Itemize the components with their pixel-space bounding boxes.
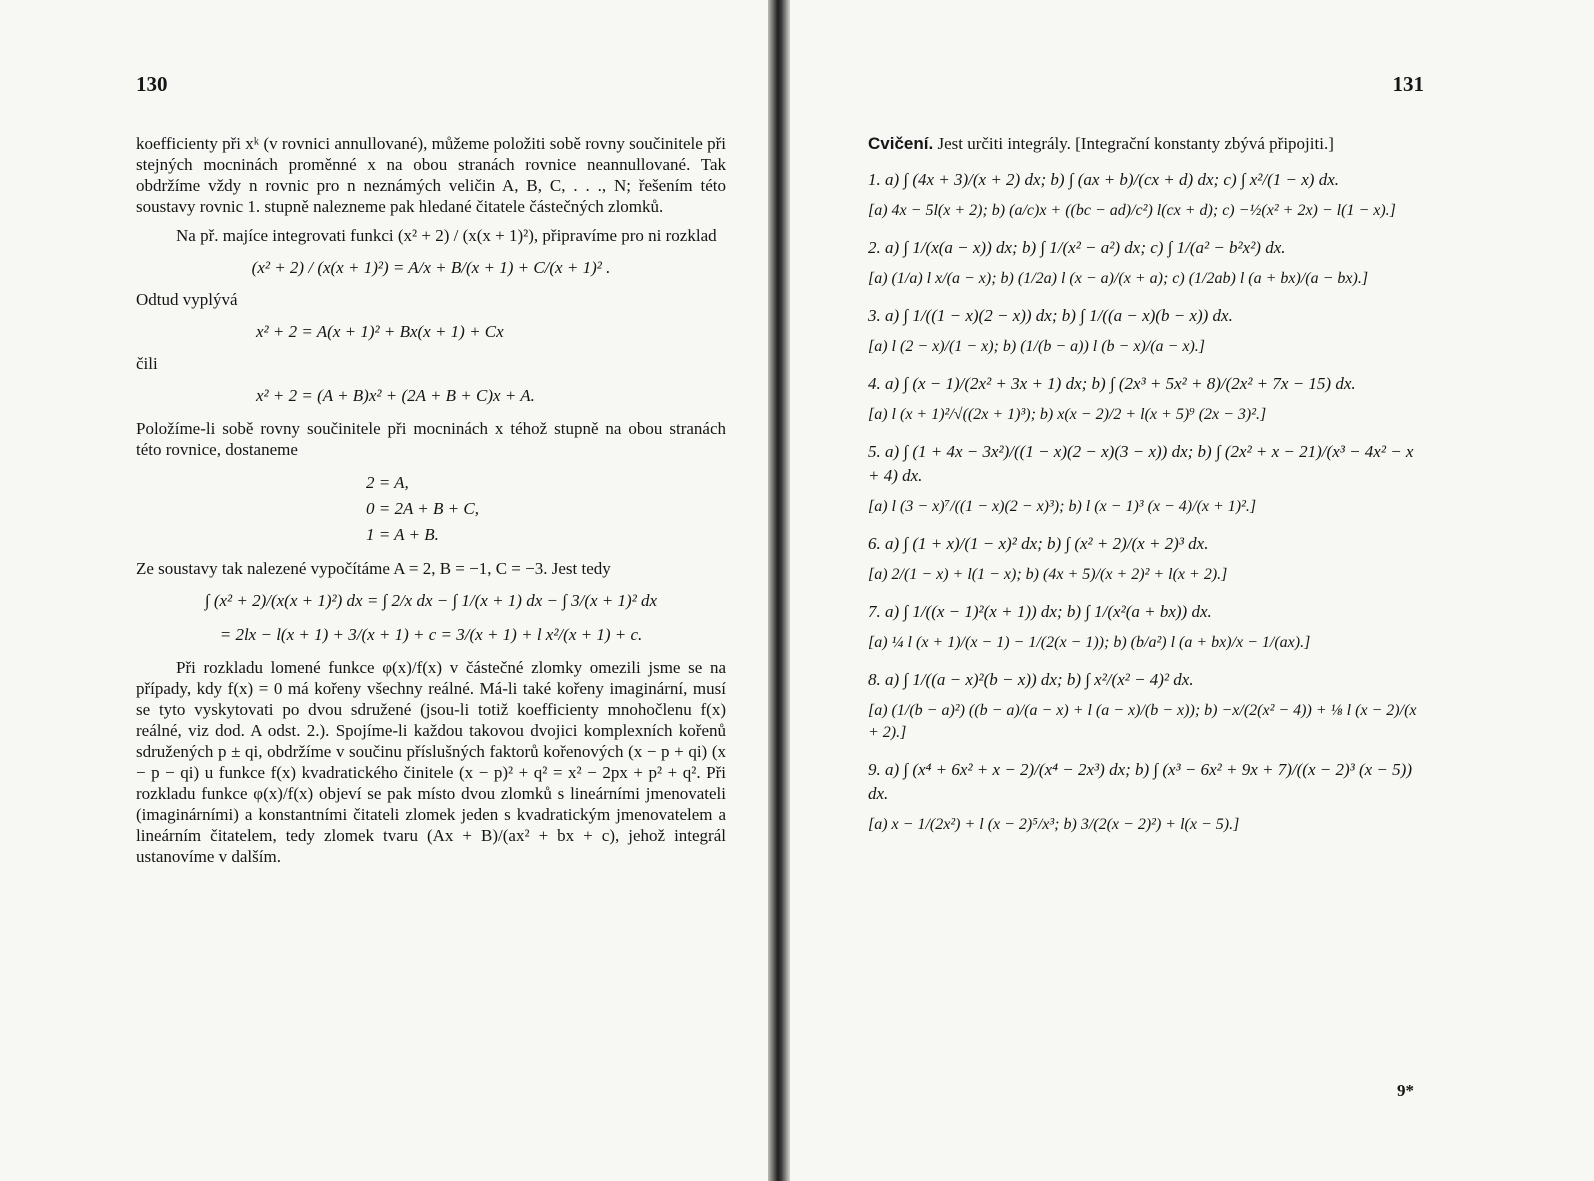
exercise-problem: 7. a) ∫ 1/((x − 1)²(x + 1)) dx; b) ∫ 1/(x²(a + bx)) dx. (868, 602, 1212, 621)
exercise-item (868, 600, 1424, 654)
heading-text: Jest určiti integrály. [Integrační konstanty zbývá připojiti.] (937, 134, 1334, 153)
right-page (790, 0, 1594, 1181)
book-gutter (768, 0, 790, 1181)
exercise-item (868, 372, 1424, 426)
paragraph: koefficienty při xᵏ (v rovnici annullované), můžeme položiti sobě rovny součinitele při stejných mocninách proměnné x na obou stranách rovnice neannullované. Tak obdržíme vždy n rovnic pro n neznámých veličin A, B, C, . . ., N; řešením této soustavy rovnic 1. stupně nalezneme pak hledané čitatele částečných zlomků. (136, 134, 726, 216)
exercise-problem: 8. a) ∫ 1/((a − x)²(b − x)) dx; b) ∫ x²/(x² − 4)² dx. (868, 670, 1194, 689)
paragraph: Na př. majíce integrovati funkci (x² + 2) / (x(x + 1)²), připravíme pro ni rozklad (176, 226, 717, 245)
text-label: Odtud vyplývá (136, 290, 238, 309)
exercise-problem: 6. a) ∫ (1 + x)/(1 − x)² dx; b) ∫ (x² + 2)/(x + 2)³ dx. (868, 534, 1209, 553)
formula: ∫ (x² + 2)/(x(x + 1)²) dx = ∫ 2/x dx − ∫ 1/(x + 1) dx − ∫ 3/(x + 1)² dx (204, 591, 658, 610)
exercise-list (868, 168, 1424, 836)
exercise-answer: [a) x − 1/(2x²) + l (x − 2)⁵/x³; b) 3/(2(x − 2)²) + l(x − 5).] (868, 816, 1240, 833)
exercise-item (868, 168, 1424, 222)
equation: 0 = 2A + B + C, (366, 499, 479, 518)
paragraph: Položíme-li sobě rovny součinitele při mocninách x téhož stupně na obou stranách této rovnice, dostaneme (136, 419, 726, 459)
exercise-problem: 9. a) ∫ (x⁴ + 6x² + x − 2)/(x⁴ − 2x³) dx; b) ∫ (x³ − 6x² + 9x + 7)/((x − 2)³ (x − 5)) dx. (868, 760, 1412, 803)
exercise-item (868, 236, 1424, 290)
exercise-answer: [a) l (3 − x)⁷/((1 − x)(2 − x)³); b) l (x − 1)³ (x − 4)/(x + 1)².] (868, 498, 1257, 515)
exercise-answer: [a) l (x + 1)²/√((2x + 1)³); b) x(x − 2)/2 + l(x + 5)⁹ (2x − 3)².] (868, 406, 1267, 423)
equation-system (136, 470, 726, 548)
exercise-item (868, 440, 1424, 518)
exercise-problem: 5. a) ∫ (1 + 4x − 3x²)/((1 − x)(2 − x)(3 − x)) dx; b) ∫ (2x² + x − 21)/(x³ − 4x² − x + 4) dx. (868, 442, 1414, 485)
formula: = 2lx − l(x + 1) + 3/(x + 1) + c = 3/(x + 1) + l x²/(x + 1) + c. (219, 625, 643, 644)
exercise-problem: 4. a) ∫ (x − 1)/(2x² + 3x + 1) dx; b) ∫ (2x³ + 5x² + 8)/(2x² + 7x − 15) dx. (868, 374, 1356, 393)
equation: 1 = A + B. (366, 525, 439, 544)
exercises-heading (868, 133, 1424, 154)
exercise-item (868, 532, 1424, 586)
exercise-problem: 3. a) ∫ 1/((1 − x)(2 − x)) dx; b) ∫ 1/((a − x)(b − x)) dx. (868, 306, 1233, 325)
equation: 2 = A, (366, 473, 409, 492)
exercise-answer: [a) 4x − 5l(x + 2); b) (a/c)x + ((bc − ad)/c²) l(cx + d); c) −½(x² + 2x) − l(1 − x).] (868, 202, 1396, 219)
signature-mark: 9* (1397, 1081, 1414, 1100)
page-number-right: 131 (1392, 72, 1424, 96)
formula: (x² + 2) / (x(x + 1)²) = A/x + B/(x + 1) + C/(x + 1)² . (251, 258, 611, 277)
exercise-problem: 1. a) ∫ (4x + 3)/(x + 2) dx; b) ∫ (ax + b)/(cx + d) dx; c) ∫ x²/(1 − x) dx. (868, 170, 1340, 189)
page-number-left: 130 (136, 72, 168, 96)
paragraph: Ze soustavy tak nalezené vypočítáme A = 2, B = −1, C = −3. Jest tedy (136, 559, 611, 578)
exercise-answer: [a) ¼ l (x + 1)/(x − 1) − 1/(2(x − 1)); b) (b/a²) l (a + bx)/x − 1/(ax).] (868, 634, 1311, 651)
text-label: čili (136, 354, 158, 373)
paragraph: Při rozkladu lomené funkce φ(x)/f(x) v částečné zlomky omezili jsme se na případy, kdy f(x) = 0 má kořeny všechny reálné. Má-li také kořeny imaginární, musí se tyto vyskytovati po dvou sdružené (jsou-li totiž koefficienty mnohočlenu f(x) reálné, viz dod. A odst. 2.). Spojíme-li každou takovou dvojici komplexních kořenů sdružených p ± qi, obdržíme v součinu příslušných faktorů kořenových (x − p + qi) (x − p − qi) u funkce f(x) kvadratického činitele (x − p)² + q² = x² − 2px + p² + q². Při rozkladu funkce φ(x)/f(x) objeví se pak místo dvou zlomků s lineárními jmenovateli (imaginárními) a konstantními čitateli zlomek jeden s kvadratickým jmenovatelem a lineárním čitatelem, tedy zlomek tvaru (Ax + B)/(ax² + bx + c), jehož integrál ustanovíme v dalším. (136, 658, 726, 866)
exercise-answer: [a) 2/(1 − x) + l(1 − x); b) (4x + 5)/(x + 2)² + l(x + 2).] (868, 566, 1228, 583)
formula: x² + 2 = (A + B)x² + (2A + B + C)x + A. (256, 386, 535, 405)
exercise-answer: [a) l (2 − x)/(1 − x); b) (1/(b − a)) l (b − x)/(a − x).] (868, 338, 1205, 355)
exercise-answer: [a) (1/(b − a)²) ((b − a)/(a − x) + l (a − x)/(b − x)); b) −x/(2(x² − 4)) + ⅛ l (x − 2)/(x + 2).] (868, 702, 1417, 741)
formula: x² + 2 = A(x + 1)² + Bx(x + 1) + Cx (256, 322, 504, 341)
exercise-item (868, 668, 1424, 744)
exercise-answer: [a) (1/a) l x/(a − x); b) (1/2a) l (x − a)/(x + a); c) (1/2ab) l (a + bx)/(a − bx).] (868, 270, 1369, 287)
exercise-problem: 2. a) ∫ 1/(x(a − x)) dx; b) ∫ 1/(x² − a²) dx; c) ∫ 1/(a² − b²x²) dx. (868, 238, 1286, 257)
exercise-item (868, 758, 1424, 836)
left-page (0, 0, 768, 1181)
exercise-item (868, 304, 1424, 358)
heading-label: Cvičení. (868, 134, 934, 153)
